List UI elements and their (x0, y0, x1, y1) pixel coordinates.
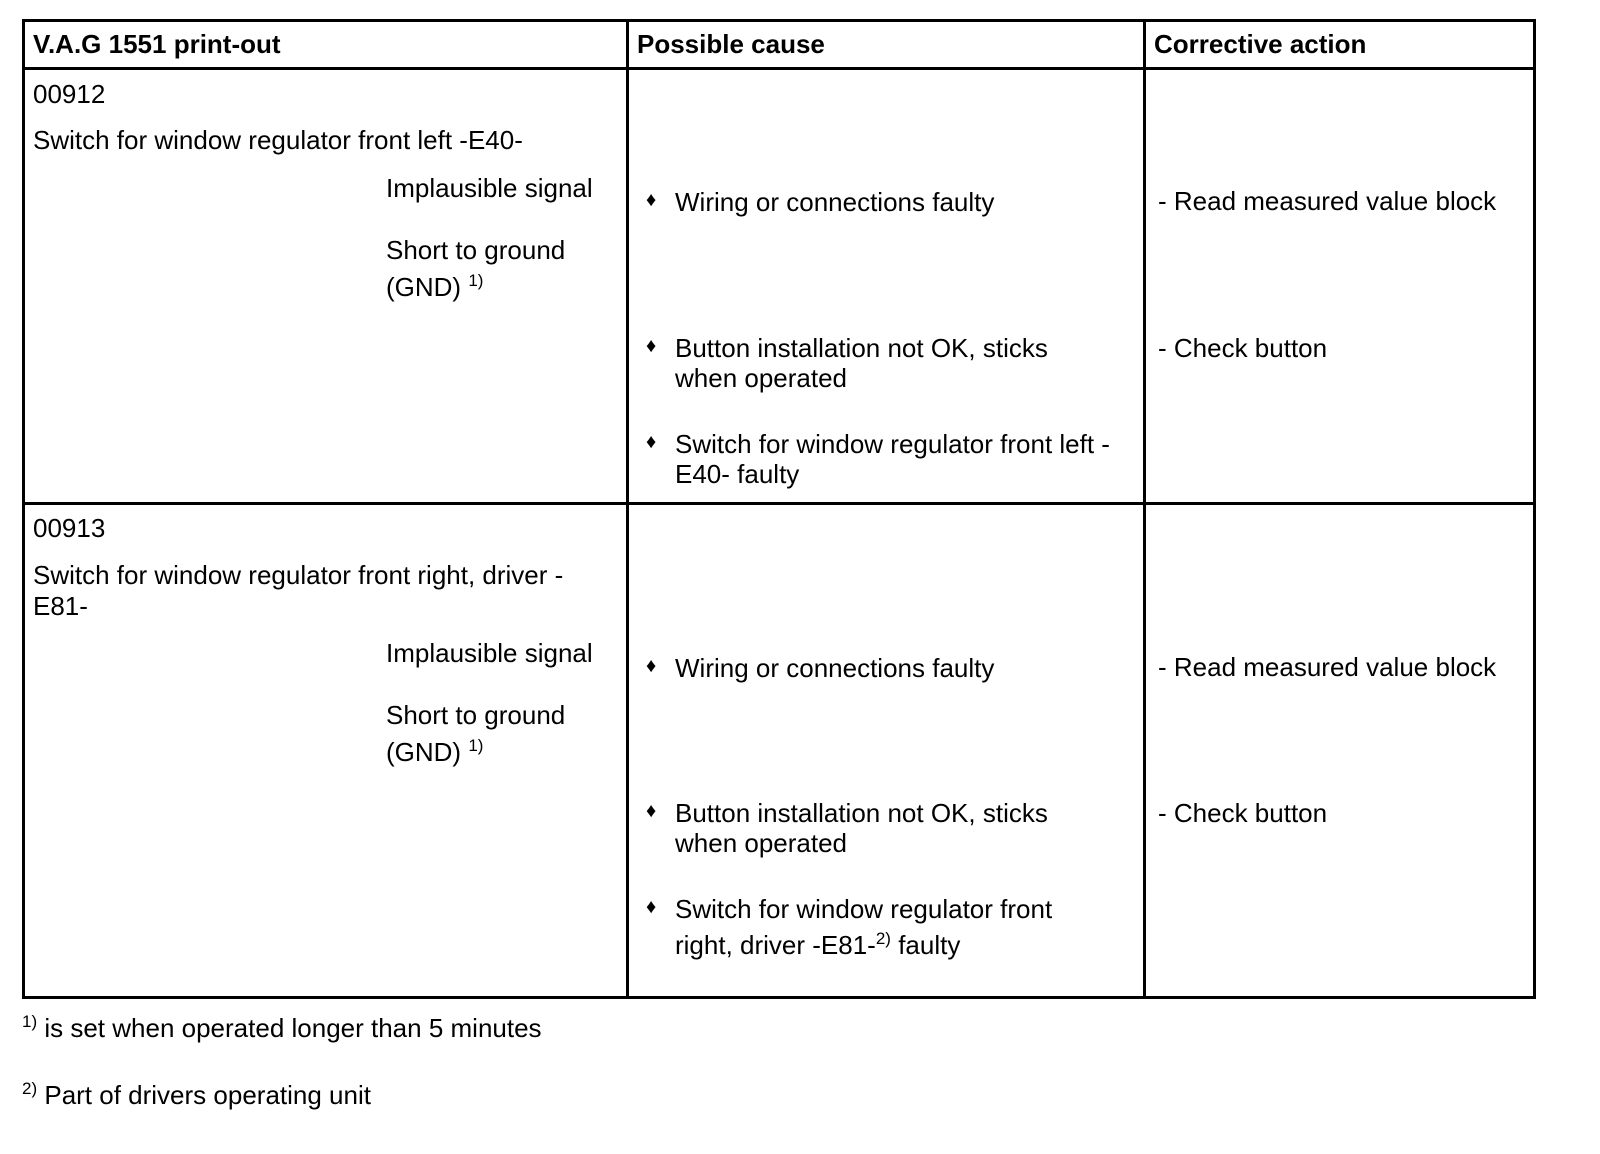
component-name: Switch for window regulator front left -E40- (33, 125, 523, 155)
possible-cause: Button installation not OK, sticks (675, 798, 1048, 828)
footnote (22, 1079, 371, 1111)
column-header-cause: Possible cause (637, 29, 825, 59)
fault-type: Implausible signal (386, 638, 593, 668)
fault-type-text: (GND) (386, 737, 462, 767)
fault-type-line2 (386, 271, 483, 303)
possible-cause-cont: when operated (675, 363, 848, 393)
footnote-mark: 1) (22, 1012, 38, 1031)
footnote (22, 1012, 542, 1044)
possible-cause: Button installation not OK, sticks (675, 333, 1048, 363)
corrective-action: - Check button (1158, 798, 1328, 828)
footnote-ref: 1) (468, 736, 484, 755)
component-name: Switch for window regulator front right, driver - (33, 560, 564, 590)
corrective-action: - Check button (1158, 333, 1328, 363)
diamond-bullet-icon: ♦ (646, 335, 657, 357)
footnote-ref: 2) (875, 929, 891, 948)
column-divider-1 (626, 19, 629, 999)
diamond-bullet-icon: ♦ (646, 431, 657, 453)
possible-cause-cont (675, 929, 960, 961)
fault-code: 00912 (33, 79, 106, 109)
table-border-left (22, 19, 25, 999)
fault-type-line2 (386, 736, 483, 768)
footnote-ref: 1) (468, 271, 484, 290)
footnote-mark: 2) (22, 1079, 38, 1098)
fault-type: Implausible signal (386, 173, 593, 203)
column-header-printout: V.A.G 1551 print-out (33, 29, 281, 59)
possible-cause-cont: when operated (675, 828, 848, 858)
diamond-bullet-icon: ♦ (646, 896, 657, 918)
possible-cause-cont: E40- faulty (675, 459, 800, 489)
footnote-text: is set when operated longer than 5 minutes (37, 1013, 542, 1043)
footnote-text: Part of drivers operating unit (37, 1080, 371, 1110)
possible-cause: Wiring or connections faulty (675, 653, 995, 683)
corrective-action: - Read measured value block (1158, 186, 1497, 216)
component-name-cont: E81- (33, 591, 88, 621)
header-divider (22, 67, 1536, 70)
column-divider-2 (1143, 19, 1146, 999)
diamond-bullet-icon: ♦ (646, 655, 657, 677)
corrective-action: - Read measured value block (1158, 652, 1497, 682)
possible-cause-text: faulty (890, 930, 961, 960)
table-border-bottom (22, 996, 1536, 999)
possible-cause: Switch for window regulator front left - (675, 429, 1110, 459)
fault-type-text: (GND) (386, 272, 462, 302)
possible-cause-text: right, driver -E81- (675, 930, 876, 960)
row-divider (22, 502, 1536, 505)
possible-cause: Switch for window regulator front (675, 894, 1053, 924)
fault-type: Short to ground (386, 235, 566, 265)
fault-code: 00913 (33, 513, 106, 543)
possible-cause: Wiring or connections faulty (675, 187, 995, 217)
diamond-bullet-icon: ♦ (646, 800, 657, 822)
column-header-action: Corrective action (1154, 29, 1367, 59)
table-border-right (1533, 19, 1536, 999)
fault-type: Short to ground (386, 700, 566, 730)
table-border-top (22, 19, 1536, 22)
diamond-bullet-icon: ♦ (646, 189, 657, 211)
